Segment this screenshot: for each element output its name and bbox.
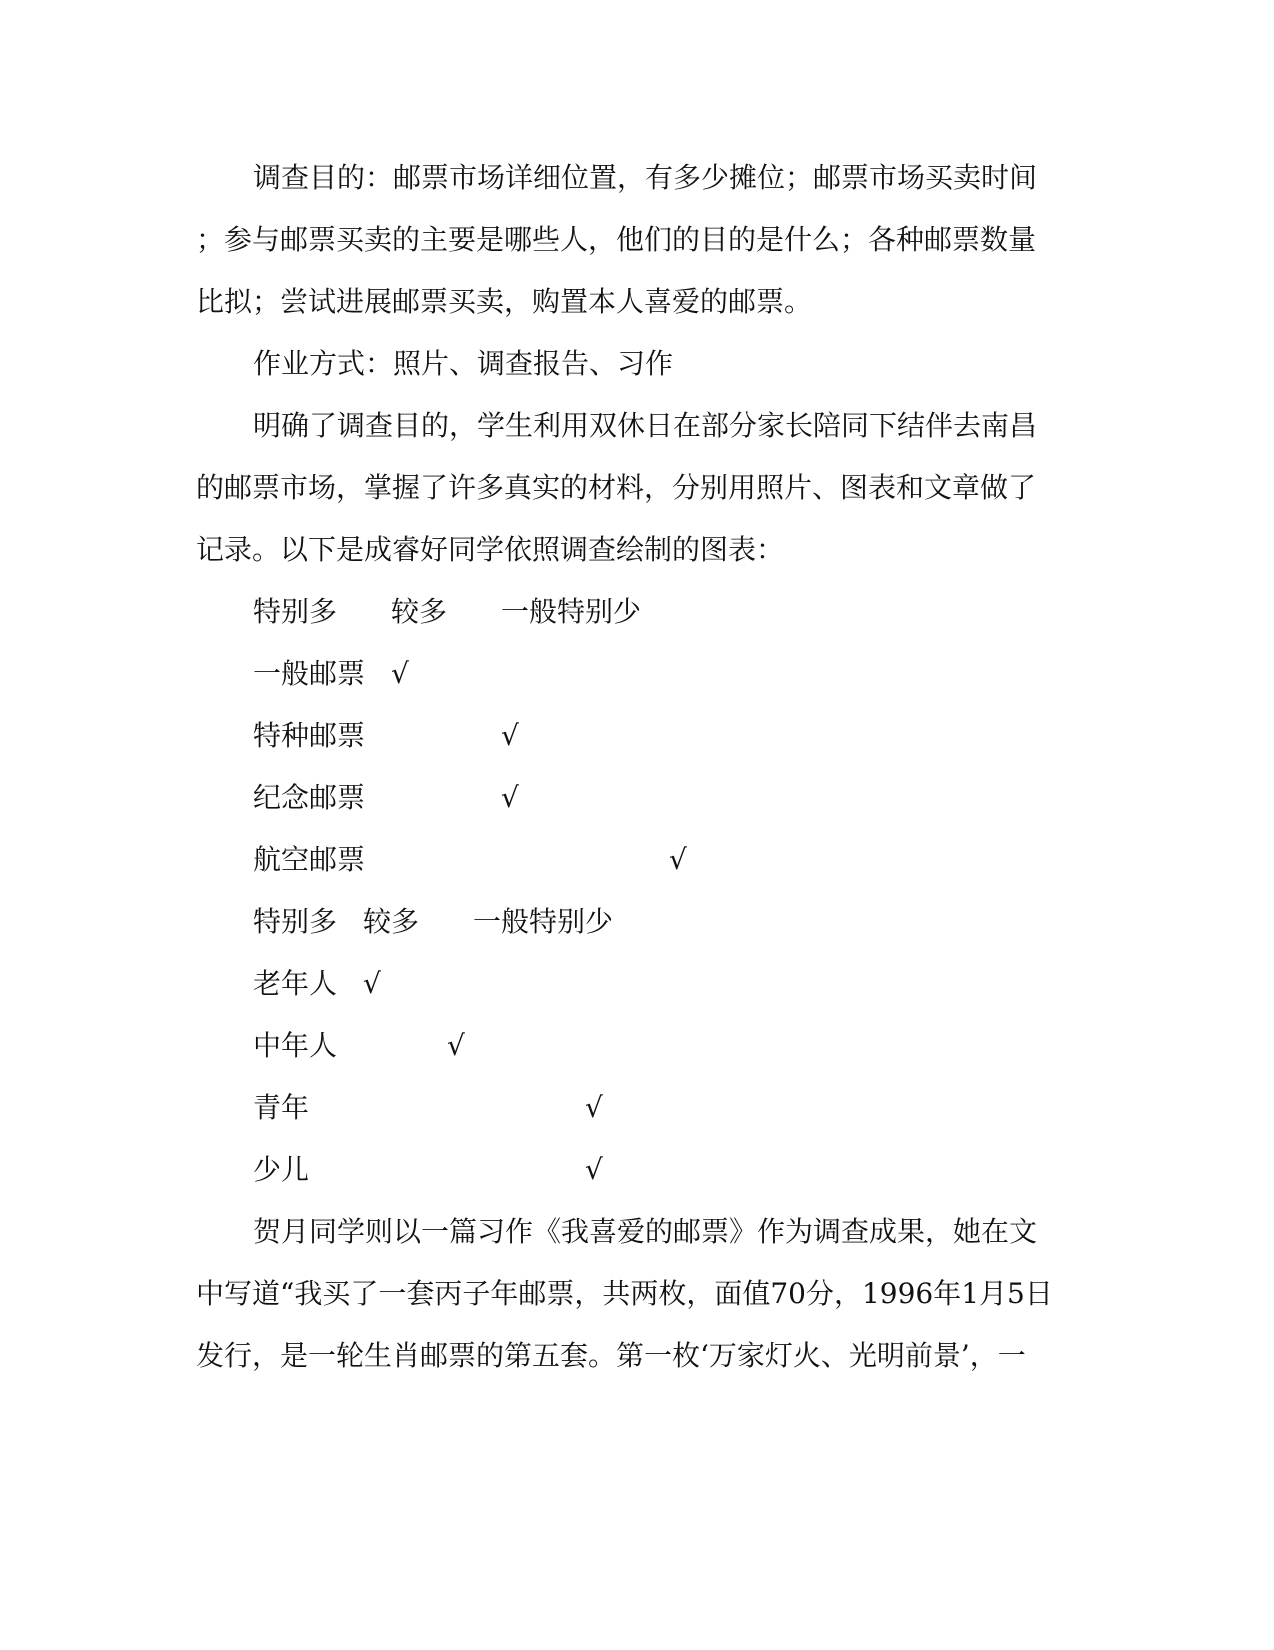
table2-row-label: 中年人 [253,1029,338,1062]
table2-header-cell: 特别多 [253,905,338,938]
paragraph-purpose-line-3: 比拟；尝试进展邮票买卖，购置本人喜爱的邮票。 [196,285,813,318]
table2-row-label: 青年 [253,1091,310,1124]
table1-row-label: 航空邮票 [253,843,366,876]
paragraph-survey-line-2: 的邮票市场，掌握了许多真实的材料，分别用照片、图表和文章做了 [196,471,1037,504]
table2-row [253,1026,1153,1066]
paragraph-survey-line-3: 记录。以下是成睿好同学依照调查绘制的图表： [196,533,785,566]
table1-row-label: 特种邮票 [253,719,366,752]
table2-row-label: 少儿 [253,1153,310,1186]
table1-header-row [253,592,1153,632]
table1-header-cell: 较多 [391,595,448,628]
check-mark: √ [669,843,687,876]
check-mark: √ [585,1091,603,1124]
check-mark: √ [447,1029,465,1062]
check-mark: √ [391,657,409,690]
table2-row [253,1150,1153,1190]
paragraph-purpose-line-1: 调查目的：邮票市场详细位置，有多少摊位；邮票市场买卖时间 [253,161,1038,194]
table2-row [253,964,1153,1004]
table1-row-label: 一般邮票 [253,657,366,690]
table1-row-label: 纪念邮票 [253,781,366,814]
check-mark: √ [363,967,381,1000]
table1-row [253,654,1153,694]
paragraph-survey-line-1: 明确了调查目的，学生利用双休日在部分家长陪同下结伴去南昌 [253,409,1038,442]
table2-header-row [253,902,1153,942]
paragraph-essay-line-2: 中写道“我买了一套丙子年邮票，共两枚，面值70分，1996年1月5日 [196,1277,1053,1310]
paragraph-essay-line-1: 贺月同学则以一篇习作《我喜爱的邮票》作为调查成果，她在文 [253,1215,1038,1248]
table1-row [253,840,1153,880]
table1-row [253,716,1153,756]
table2-row [253,1088,1153,1128]
table1-header-cell: 特别多 [253,595,338,628]
check-mark: √ [501,719,519,752]
table1-header-cell: 一般特别少 [501,595,642,628]
check-mark: √ [501,781,519,814]
paragraph-homework-line-1: 作业方式：照片、调查报告、习作 [253,347,674,380]
check-mark: √ [585,1153,603,1186]
table2-row-label: 老年人 [253,967,338,1000]
table2-header-cell: 一般特别少 [473,905,614,938]
table1-row [253,778,1153,818]
paragraph-essay-line-3: 发行，是一轮生肖邮票的第五套。第一枚‘万家灯火、光明前景’，一 [196,1339,1026,1372]
paragraph-purpose-line-2: ；参与邮票买卖的主要是哪些人，他们的目的是什么；各种邮票数量 [196,223,1037,256]
table2-header-cell: 较多 [363,905,420,938]
